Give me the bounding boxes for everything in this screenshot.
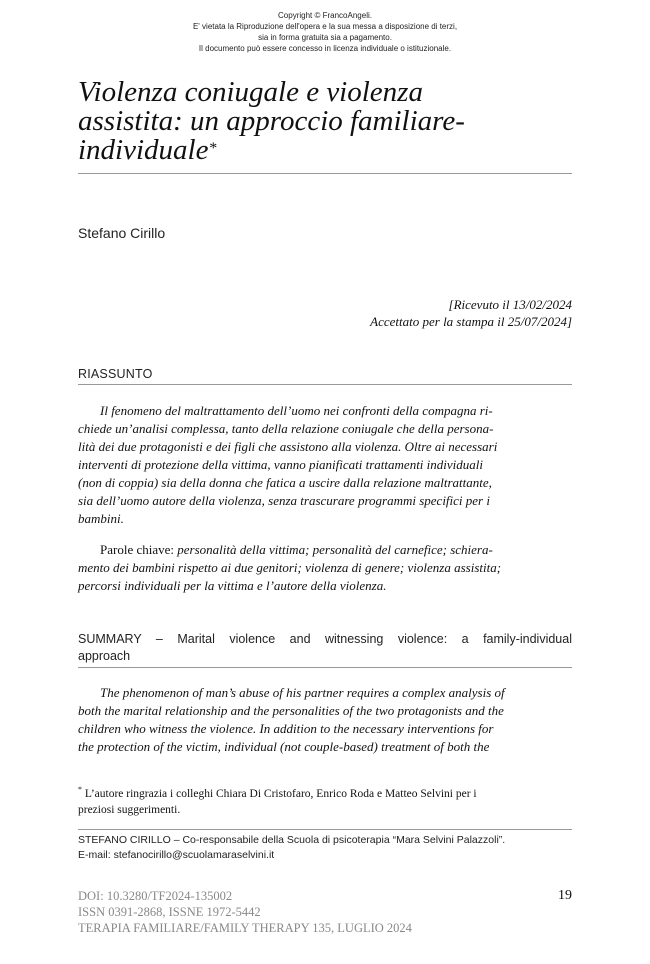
accepted-date: Accettato per la stampa il 25/07/2024] bbox=[370, 314, 572, 329]
summary-abstract bbox=[78, 684, 572, 756]
footnote-line bbox=[78, 782, 572, 802]
received-date: [Ricevuto il 13/02/2024 bbox=[448, 297, 572, 312]
keywords-line: mento dei bambini rispetto ai due genitori; violenza di genere; violenza assistita; bbox=[78, 560, 502, 575]
abstract-line: bambini. bbox=[78, 511, 124, 526]
riassunto-abstract bbox=[78, 402, 572, 528]
abstract-line: lità dei due protagonisti e dei figli che assistono alla violenza. Oltre ai necessari bbox=[78, 439, 498, 454]
footnote-line: preziosi suggerimenti. bbox=[78, 803, 181, 816]
abstract-line bbox=[78, 402, 572, 420]
title-line: Violenza coniugale e violenza bbox=[78, 76, 423, 108]
issn: ISSN 0391-2868, ISSNE 1972-5442 bbox=[78, 905, 261, 919]
summary-line bbox=[78, 684, 572, 702]
keywords-text: personalità della vittima; personalità del carnefice; schiera- bbox=[177, 542, 493, 557]
affiliation-divider bbox=[78, 829, 572, 830]
riassunto-divider bbox=[78, 384, 572, 385]
keywords-line bbox=[78, 541, 572, 559]
article-title bbox=[78, 78, 578, 165]
title-divider bbox=[78, 173, 572, 174]
title-footnote-mark: * bbox=[208, 140, 217, 157]
summary-line: both the marital relationship and the personalities of the two protagonists and the bbox=[78, 703, 504, 718]
author-name: Stefano Cirillo bbox=[78, 225, 166, 241]
summary-heading-line: SUMMARY – Marital violence and witnessing violence: a family-individual bbox=[78, 632, 572, 646]
title-line: individuale bbox=[78, 134, 209, 166]
copyright-line: Copyright © FrancoAngeli. bbox=[278, 11, 372, 20]
author-affiliation bbox=[78, 833, 572, 863]
title-line-last bbox=[78, 136, 578, 165]
summary-heading bbox=[78, 631, 572, 665]
abstract-line: chiede un’analisi complessa, tanto della relazione coniugale che della persona- bbox=[78, 421, 494, 436]
doi: DOI: 10.3280/TF2024-135002 bbox=[78, 889, 233, 903]
summary-line: the protection of the victim, individual (not couple-based) treatment of both the bbox=[78, 739, 490, 754]
footnote-text: L’autore ringrazia i colleghi Chiara Di Cristofaro, Enrico Roda e Matteo Selvini per i bbox=[82, 787, 477, 800]
author-email: E-mail: stefanocirillo@scuolamaraselvini.it bbox=[78, 849, 275, 861]
affiliation-line: STEFANO CIRILLO – Co-responsabile della Scuola di psicoterapia “Mara Selvini Palazzoli”. bbox=[78, 834, 506, 846]
summary-line: children who witness the violence. In addition to the necessary interventions for bbox=[78, 721, 494, 736]
copyright-line: Il documento può essere concesso in licenza individuale o istituzionale. bbox=[198, 44, 452, 53]
copyright-line: E' vietata la Riproduzione dell'opera e la sua messa a disposizione di terzi, bbox=[192, 22, 458, 31]
abstract-line: (non di coppia) sia della donna che fatica a uscire dalla relazione maltrattante, bbox=[78, 475, 492, 490]
abstract-line: interventi di protezione della vittima, vanno pianificati trattamenti individuali bbox=[78, 457, 483, 472]
keywords-block bbox=[78, 541, 572, 595]
received-accepted-dates bbox=[370, 296, 572, 330]
abstract-line-text: Il fenomeno del maltrattamento dell’uomo nei confronti della compagna ri- bbox=[100, 403, 493, 418]
copyright-line: sia in forma gratuita sia a pagamento. bbox=[258, 33, 392, 42]
acknowledgement-footnote bbox=[78, 782, 572, 818]
summary-heading-line: approach bbox=[78, 649, 131, 663]
summary-divider bbox=[78, 667, 572, 668]
keywords-label: Parole chiave: bbox=[100, 542, 178, 557]
summary-line-text: The phenomenon of man’s abuse of his partner requires a complex analysis of bbox=[100, 685, 505, 700]
page-number: 19 bbox=[558, 888, 572, 903]
keywords-line: percorsi individuali per la vittima e l’autore della violenza. bbox=[78, 578, 387, 593]
footnote-mark: * bbox=[78, 785, 82, 794]
abstract-line: sia dell’uomo autore della violenza, senza trascurare programmi specifici per i bbox=[78, 493, 490, 508]
journal-issue: TERAPIA FAMILIARE/FAMILY THERAPY 135, LUGLIO 2024 bbox=[78, 921, 412, 935]
copyright-notice bbox=[0, 10, 650, 54]
title-line: assistita: un approccio familiare- bbox=[78, 105, 465, 137]
journal-footer bbox=[78, 888, 412, 936]
riassunto-heading: RIASSUNTO bbox=[78, 367, 153, 381]
